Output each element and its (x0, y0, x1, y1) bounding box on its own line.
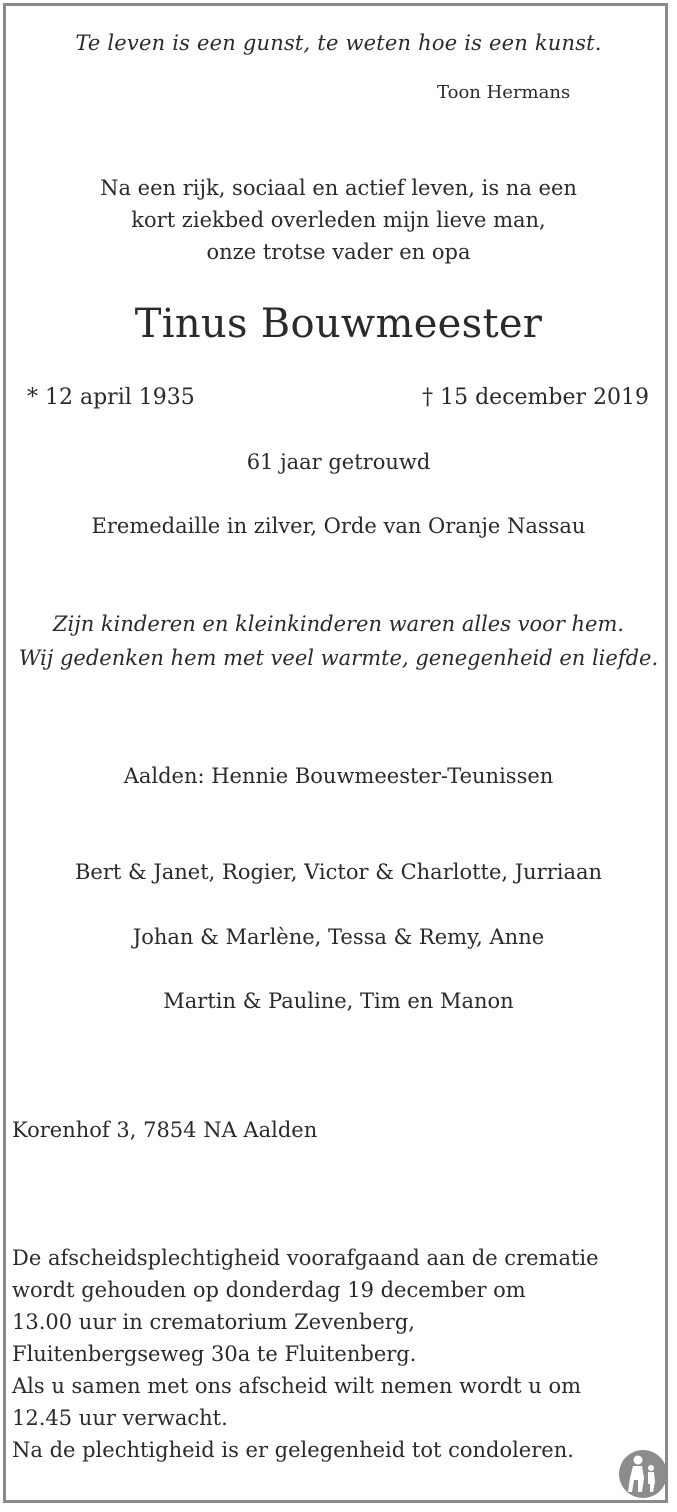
ceremony-line: Na de plechtigheid is er gelegenheid tot condoleren. (12, 1438, 574, 1462)
tribute-line: Wij gedenken hem met veel warmte, genegenheid en liefde. (18, 646, 659, 670)
medal-honor: Eremedaille in zilver, Orde van Oranje Nassau (91, 514, 586, 538)
intro-text (0, 172, 677, 268)
intro-line: Na een rijk, sociaal en actief leven, is na een (100, 176, 577, 200)
deceased-name: Tinus Bouwmeester (134, 301, 543, 347)
tribute-text (0, 607, 677, 675)
intro-line: kort ziekbed overleden mijn lieve man, (131, 208, 546, 232)
children-line: Bert & Janet, Rogier, Victor & Charlotte, Jurriaan (74, 860, 603, 884)
ceremony-line: 12.45 uur verwacht. (12, 1406, 228, 1430)
ceremony-line: wordt gehouden op donderdag 19 december om (12, 1278, 526, 1302)
intro-line: onze trotse vader en opa (206, 240, 471, 264)
opening-quote: Te leven is een gunst, te weten hoe is een kunst. (75, 31, 602, 55)
death-date: † 15 december 2019 (422, 385, 649, 410)
ceremony-line: Fluitenbergseweg 30a te Fluitenberg. (12, 1342, 417, 1366)
married-years: 61 jaar getrouwd (246, 450, 431, 474)
birth-date: * 12 april 1935 (27, 385, 195, 410)
spouse-line: Aalden: Hennie Bouwmeester-Teunissen (123, 764, 554, 788)
correspondence-address: Korenhof 3, 7854 NA Aalden (12, 1118, 318, 1142)
ceremony-details (12, 1242, 672, 1466)
tribute-line: Zijn kinderen en kleinkinderen waren alles voor hem. (52, 612, 625, 636)
memorial-figure-logo-icon (618, 1446, 668, 1500)
quote-author: Toon Hermans (437, 82, 571, 103)
children-line: Johan & Marlène, Tessa & Remy, Anne (132, 925, 545, 949)
children-line: Martin & Pauline, Tim en Manon (163, 989, 514, 1013)
ceremony-line: Als u samen met ons afscheid wilt nemen wordt u om (12, 1374, 582, 1398)
ceremony-line: 13.00 uur in crematorium Zevenberg, (12, 1310, 415, 1334)
ceremony-line: De afscheidsplechtigheid voorafgaand aan de crematie (12, 1246, 599, 1270)
